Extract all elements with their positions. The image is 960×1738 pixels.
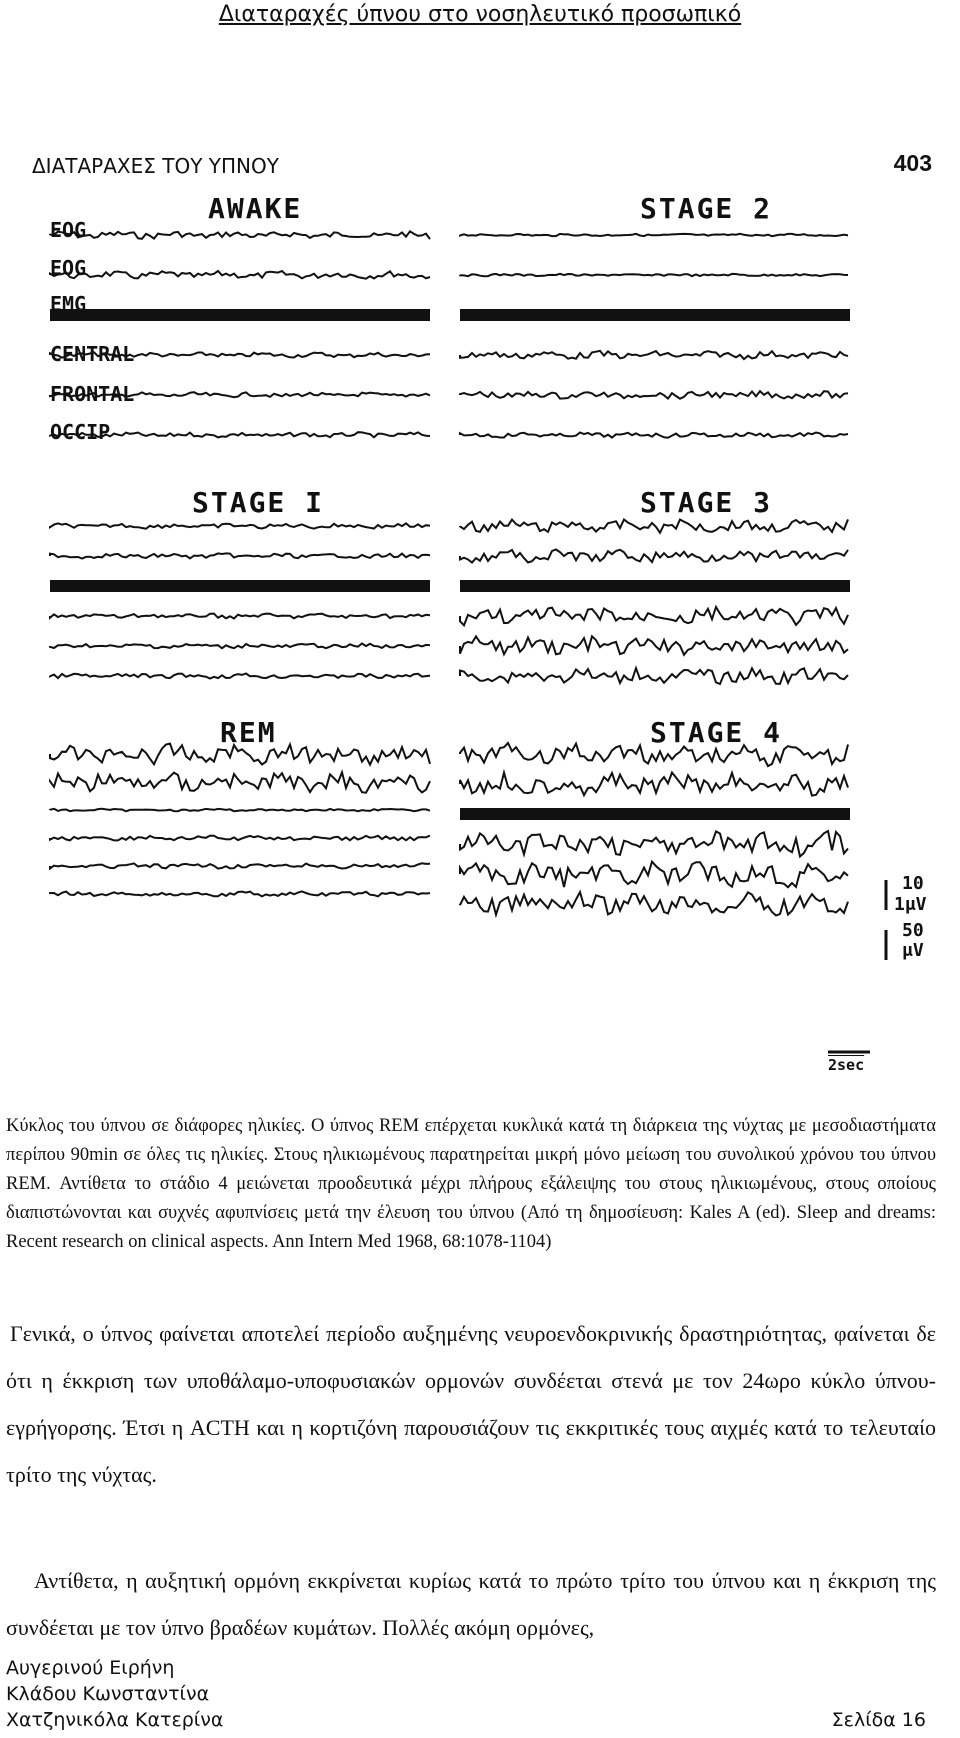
eeg-trace <box>460 636 848 655</box>
eeg-trace <box>460 668 848 684</box>
channel-label-central: CENTRAL <box>50 342 135 366</box>
footer-author-2: Κλάδου Κωνσταντίνα <box>6 1683 210 1705</box>
eeg-traces <box>20 140 940 1080</box>
page-footer <box>6 1655 926 1733</box>
eeg-trace <box>460 274 848 277</box>
footer-author-1: Αυγερινού Ειρήνη <box>6 1657 175 1679</box>
footer-author-3: Χατζηνικόλα Κατερίνα <box>6 1709 224 1731</box>
eeg-trace <box>50 231 430 239</box>
body-paragraph-2: Αντίθετα, η αυξητική ορμόνη εκκρίνεται κυρίως κατά το πρώτο τρίτο του ύπνου και η έκκριση της συνδέεται με τον ύπνο βραδέων κυμάτων. Πολλές ακόμη ορμόνες, <box>6 1568 936 1640</box>
channel-label-eog-1: EOG <box>50 218 87 242</box>
panel-label-stage2: STAGE 2 <box>640 192 773 225</box>
eeg-trace <box>50 614 430 619</box>
scale-time: 2sec <box>828 1056 865 1074</box>
scale-amp1-unit: 1μV <box>894 894 927 915</box>
eeg-trace <box>460 351 848 359</box>
body-paragraph-1: Γενικά, ο ύπνος φαίνεται αποτελεί περίοδο αυξημένης νευροενδοκρινικής δραστηριότητας, φαίνεται δε ότι η έκκριση των υποθάλαμο-υποφυσιακών ορμονών συνδέεται στενά με τον 24ωρο κύκλο ύπνου-εγρήγορσης. Έτσι η ACTH και η κορτιζόνη παρουσιάζουν τις εκκριτικές τους αιχμές κατά το τελευταίο τρίτο της νύχτας. <box>6 1321 936 1487</box>
scale-amp2-unit: μV <box>902 940 924 961</box>
panel-label-awake: AWAKE <box>208 192 303 225</box>
eeg-trace <box>460 234 848 236</box>
eeg-trace <box>460 831 848 857</box>
panel-label-stage3: STAGE 3 <box>640 486 773 519</box>
panel-label-rem: REM <box>220 716 277 749</box>
eeg-trace <box>50 772 430 792</box>
eeg-trace <box>460 773 848 796</box>
emg-trace <box>460 808 850 820</box>
channel-label-eog-2: EOG <box>50 256 87 280</box>
eeg-trace <box>460 519 848 532</box>
scale-amp2: 50 <box>902 920 924 941</box>
eeg-trace <box>50 891 430 896</box>
footer-page-number: Σελίδα 16 <box>831 1709 926 1731</box>
scale-amp1: 10 <box>902 873 924 894</box>
emg-trace <box>460 309 850 321</box>
eeg-trace <box>50 809 430 812</box>
eeg-trace <box>50 553 430 558</box>
eeg-trace <box>460 862 848 888</box>
eeg-trace <box>460 550 848 563</box>
figure-caption: Κύκλος του ύπνου σε διάφορες ηλικίες. Ο ύπνος REM επέρχεται κυκλικά κατά τη διάρκεια της νύχτας με μεσοδιαστήματα περίπου 90min σε όλες τις ηλικίες. Στους ηλικιωμένους παρατηρείται μικρή μόνο μείωση του συνολικού χρόνου του ύπνου REM. Αντίθετα το στάδιο 4 μειώνεται προοδευτικά μέχρι πλήρους εξάλειψης του στους ηλικιωμένους, στους οποίους διαπιστώνονται και συχνές αφυπνίσεις μετά την έλευση του ύπνου (Από τη δημοσίευση: Kales A (ed). Sleep and dreams: Recent research on clinical aspects. Ann Intern Med 1968, 68:1078-1104) <box>6 1116 936 1252</box>
emg-trace <box>50 580 430 592</box>
eeg-trace <box>460 607 848 625</box>
channel-label-emg: EMG <box>50 292 87 316</box>
eeg-figure <box>20 140 940 1080</box>
eeg-trace <box>50 863 430 868</box>
eeg-trace <box>50 644 430 649</box>
channel-label-occip: OCCIP <box>50 420 111 444</box>
panel-label-stage1: STAGE I <box>192 486 325 519</box>
eeg-trace <box>460 391 848 399</box>
eeg-trace <box>50 836 430 841</box>
panel-label-stage4: STAGE 4 <box>650 716 783 749</box>
eeg-trace <box>50 523 430 528</box>
running-header: Διαταραχές ύπνου στο νοσηλευτικό προσωπικό <box>218 2 742 27</box>
eeg-trace <box>50 271 430 279</box>
channel-label-frontal: FRONTAL <box>50 382 135 406</box>
figure-page-number: 403 <box>893 150 932 176</box>
emg-trace <box>50 309 430 321</box>
emg-trace <box>460 580 850 592</box>
eeg-trace <box>460 892 848 915</box>
eeg-trace <box>50 674 430 679</box>
figure-title: ΔΙΑΤΑΡΑΧΕΣ ΤΟΥ ΥΠΝΟΥ <box>32 154 279 178</box>
eeg-trace <box>460 433 848 438</box>
